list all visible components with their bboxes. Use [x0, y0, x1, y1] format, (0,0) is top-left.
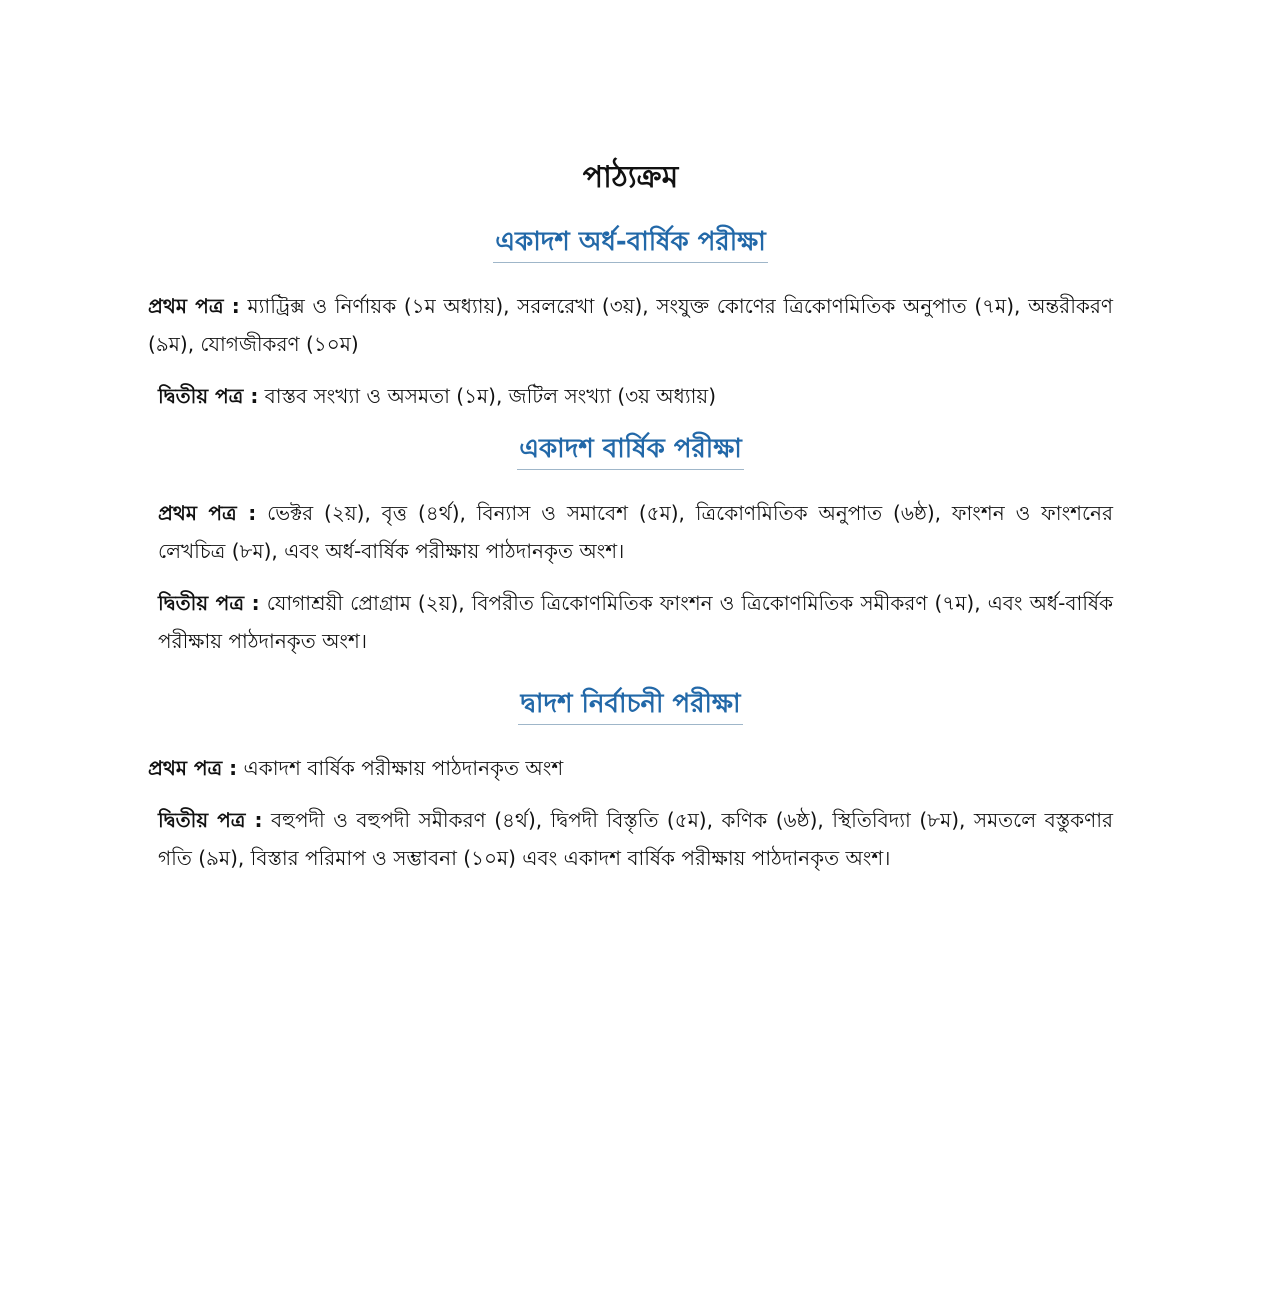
paper-label: দ্বিতীয় পত্র : [158, 384, 259, 408]
paper-label: প্রথম পত্র : [158, 501, 257, 525]
syllabus-page [148, 150, 1113, 877]
paper-content: যোগাশ্রয়ী প্রোগ্রাম (২য়), বিপরীত ত্রিকোণমিতিক ফাংশন ও ত্রিকোণমিতিক সমীকরণ (৭ম), এবং অর্ধ-বার্ষিক পরীক্ষায় পাঠদানকৃত অংশ। [158, 591, 1113, 653]
section-heading: দ্বাদশ নির্বাচনী পরীক্ষা [518, 686, 742, 725]
paper-content: একাদশ বার্ষিক পরীক্ষায় পাঠদানকৃত অংশ [243, 756, 564, 780]
section-test-exam [148, 686, 1113, 725]
paper-content: ভেক্টর (২য়), বৃত্ত (৪র্থ), বিন্যাস ও সমাবেশ (৫ম), ত্রিকোণমিতিক অনুপাত (৬ষ্ঠ), ফাংশন ও ফাংশনের লেখচিত্র (৮ম), এবং অর্ধ-বার্ষিক পরীক্ষায় পাঠদানকৃত অংশ। [158, 501, 1113, 563]
page-title: পাঠ্যক্রম [582, 160, 679, 195]
paper-label: প্রথম পত্র : [148, 756, 238, 780]
paper-content: ম্যাট্রিক্স ও নির্ণায়ক (১ম অধ্যায়), সরলরেখা (৩য়), সংযুক্ত কোণের ত্রিকোণমিতিক অনুপাত (৭ম), অন্তরীকরণ (৯ম), যোগজীকরণ (১০ম) [148, 294, 1113, 356]
paper-first [148, 749, 1113, 787]
section-heading: একাদশ অর্ধ-বার্ষিক পরীক্ষা [493, 224, 768, 263]
paper-second [148, 377, 1113, 415]
paper-label: দ্বিতীয় পত্র : [158, 808, 263, 832]
paper-second [148, 801, 1113, 877]
paper-content: বাস্তব সংখ্যা ও অসমতা (১ম), জটিল সংখ্যা (৩য় অধ্যায়) [264, 384, 717, 408]
paper-second [148, 584, 1113, 660]
paper-first [148, 287, 1113, 363]
section-heading: একাদশ বার্ষিক পরীক্ষা [517, 431, 744, 470]
paper-label: প্রথম পত্র : [148, 294, 240, 318]
section-yearly [148, 431, 1113, 470]
section-half-yearly [148, 224, 1113, 263]
paper-label: দ্বিতীয় পত্র : [158, 591, 260, 615]
paper-content: বহুপদী ও বহুপদী সমীকরণ (৪র্থ), দ্বিপদী বিস্তৃতি (৫ম), কণিক (৬ষ্ঠ), স্থিতিবিদ্যা (৮ম), সমতলে বস্তুকণার গতি (৯ম), বিস্তার পরিমাপ ও সম্ভাবনা (১০ম) এবং একাদশ বার্ষিক পরীক্ষায় পাঠদানকৃত অংশ। [158, 808, 1113, 870]
paper-first [148, 494, 1113, 570]
